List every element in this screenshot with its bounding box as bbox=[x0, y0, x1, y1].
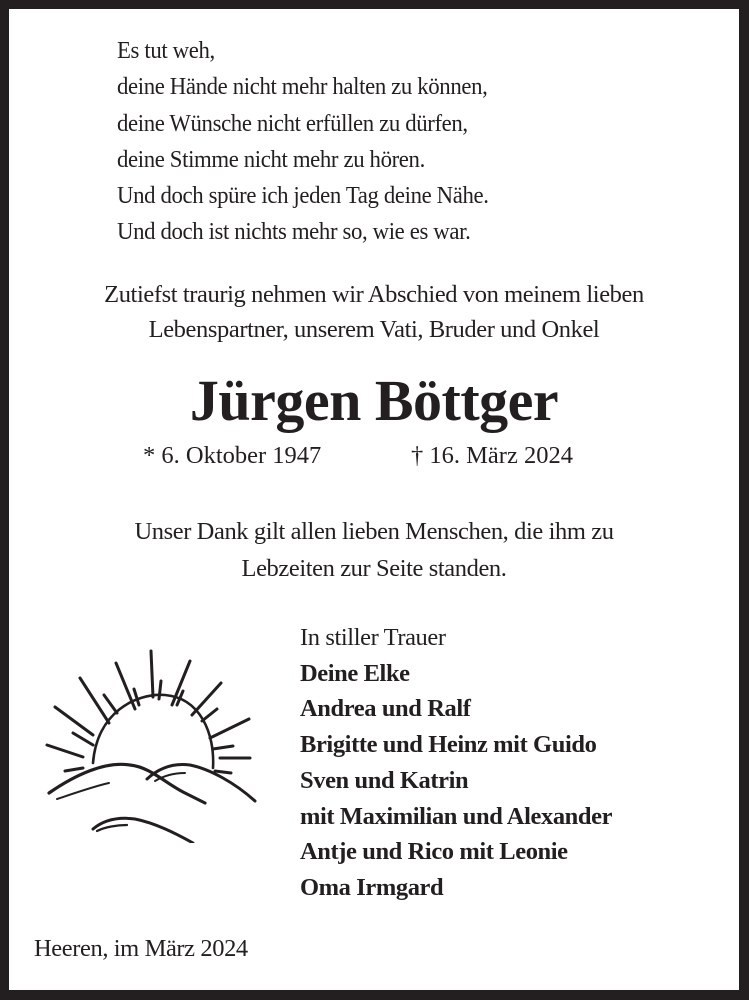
mourner-name: Sven und Katrin bbox=[300, 766, 469, 794]
poem-line: Und doch spüre ich jeden Tag deine Nähe. bbox=[117, 182, 489, 210]
poem-line: Und doch ist nichts mehr so, wie es war. bbox=[117, 218, 471, 246]
thanks-line: Lebzeiten zur Seite standen. bbox=[241, 554, 507, 582]
poem-line: deine Hände nicht mehr halten zu können, bbox=[117, 73, 488, 101]
thanks-text bbox=[9, 514, 739, 587]
intro-line: Lebenspartner, unserem Vati, Bruder und Onkel bbox=[148, 316, 600, 343]
thanks-line: Unser Dank gilt allen lieben Menschen, die ihm zu bbox=[134, 518, 614, 545]
poem bbox=[117, 33, 489, 251]
obituary-card bbox=[9, 9, 739, 990]
mourner-name: Brigitte und Heinz mit Guido bbox=[300, 731, 597, 759]
poem-line: deine Wünsche nicht erfüllen zu dürfen, bbox=[117, 109, 468, 137]
sunset-over-hills-icon bbox=[35, 643, 265, 843]
poem-line: Es tut weh, bbox=[117, 37, 215, 64]
mourners-list bbox=[300, 620, 612, 906]
mourner-name: Deine Elke bbox=[300, 659, 410, 687]
mourner-name: Andrea und Ralf bbox=[300, 695, 471, 723]
birth-date: * 6. Oktober 1947 bbox=[143, 442, 322, 469]
mourner-name: Oma Irmgard bbox=[300, 873, 444, 901]
mourner-name: Antje und Rico mit Leonie bbox=[300, 838, 568, 866]
mourners-lead: In stiller Trauer bbox=[300, 624, 446, 651]
intro-text bbox=[9, 277, 739, 347]
death-date: † 16. März 2024 bbox=[411, 442, 573, 469]
poem-line: deine Stimme nicht mehr zu hören. bbox=[117, 145, 425, 173]
mourner-name: mit Maximilian und Alexander bbox=[300, 802, 613, 830]
place-date: Heeren, im März 2024 bbox=[34, 935, 248, 962]
intro-line: Zutiefst traurig nehmen wir Abschied von meinem lieben bbox=[104, 281, 644, 308]
deceased-name: Jürgen Böttger bbox=[189, 368, 559, 433]
